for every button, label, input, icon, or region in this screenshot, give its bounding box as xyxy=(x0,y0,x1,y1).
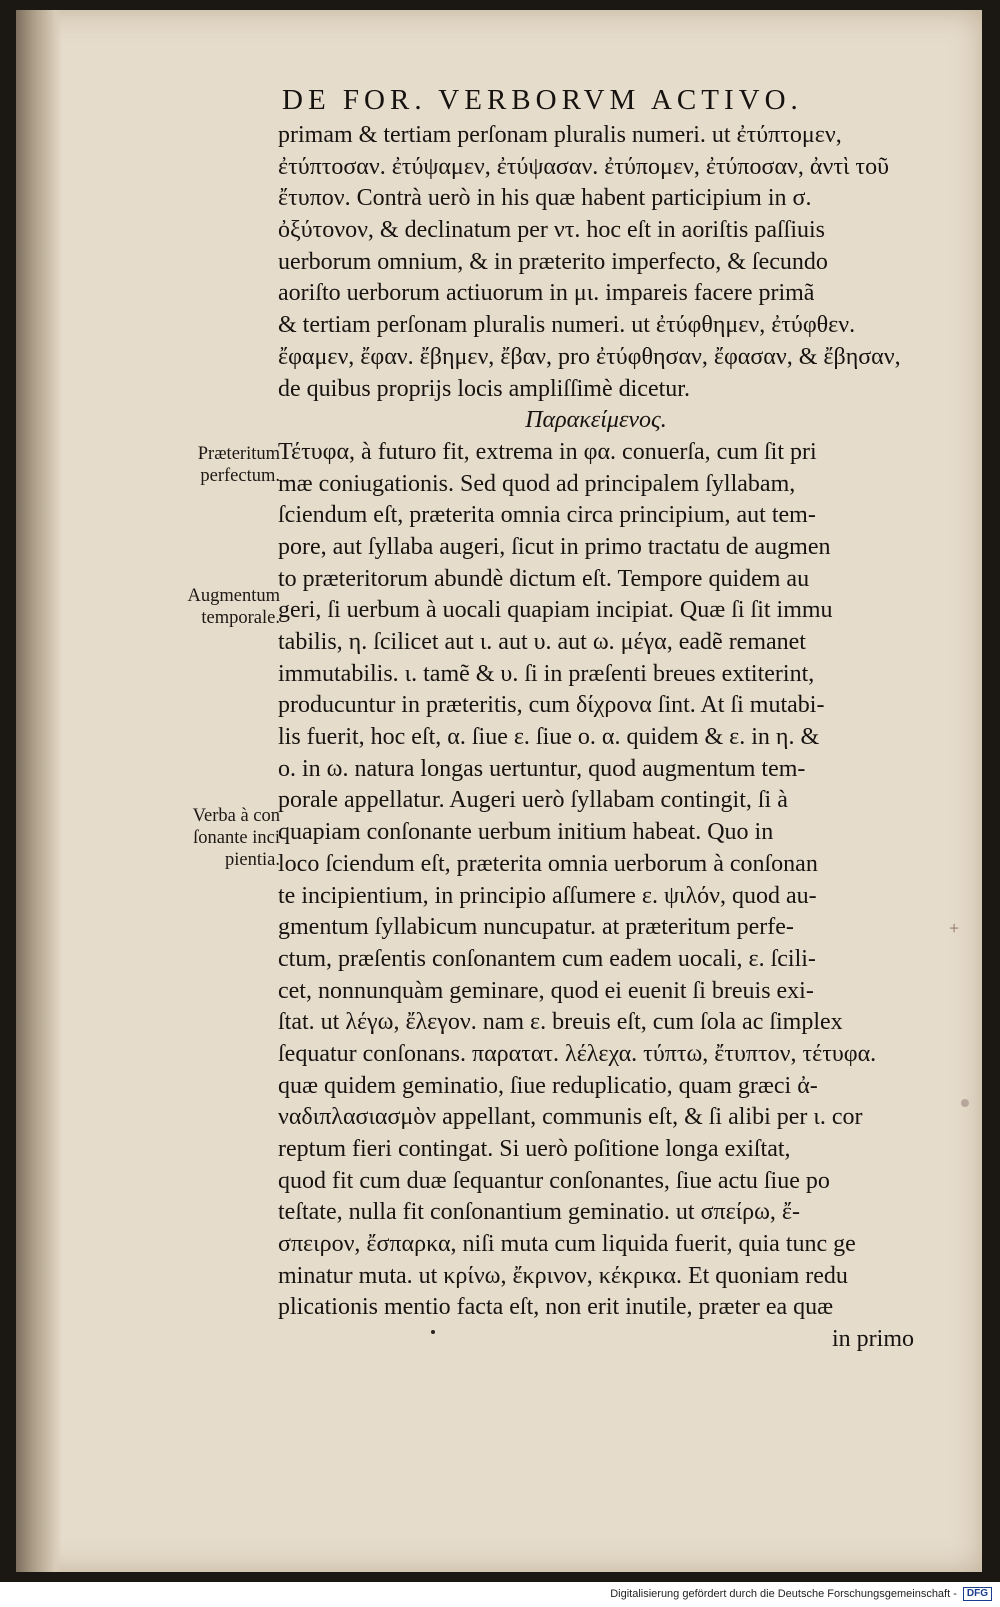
margin-note-line: perfectum. xyxy=(200,466,280,486)
text-line: to præteritorum abundè dictum eſt. Tempore quidem au xyxy=(278,565,810,592)
text-line: ſciendum eſt, præterita omnia circa principium, aut tem- xyxy=(278,502,816,529)
text-line: ὀξύτονον, & declinatum per ντ. hoc eſt in aoriſtis paſſiuis xyxy=(278,217,825,244)
text-line: & tertiam perſonam pluralis numeri. ut ἐτύφθημεν, ἐτύφθεν. xyxy=(278,312,856,339)
ink-mark: + xyxy=(949,918,960,938)
text-line: loco ſciendum eſt, prӕterita omnia uerborum à conſonan xyxy=(278,850,818,877)
text-line: uerborum omnium, & in præterito imperfecto, & ſecundo xyxy=(278,248,828,275)
text-line: immutabilis. ι. tamẽ & υ. ſi in præſenti breues extiterint, xyxy=(278,660,815,687)
text-line: pore, aut ſyllaba augeri, ſicut in primo tractatu de augmen xyxy=(278,533,831,560)
text-line: in primo xyxy=(832,1326,914,1353)
text-line: quod fit cum duæ ſequantur conſonantes, ſiue actu ſiue po xyxy=(278,1167,830,1194)
text-line: ἔφαμεν, ἔφαν. ἔβημεν, ἔβαν, pro ἐτύφθησαν, ἔφασαν, & ἔβησαν, xyxy=(278,343,901,370)
margin-note-line: Verba à con xyxy=(192,806,280,826)
text-line: quæ quidem geminatio, ſiue reduplicatio, quam græci ἀ- xyxy=(278,1072,818,1099)
text-line: ἐτύπτοσαν. ἐτύψαμεν, ἐτύψασαν. ἐτύπομεν, ἐτύποσαν, ἀντὶ τοῦ xyxy=(278,153,889,180)
margin-note-line: pientia. xyxy=(225,850,280,870)
text-line: ſequatur conſonans. παρατατ. λέλεχα. τύπτω, ἔτυπτον, τέτυφα. xyxy=(278,1040,877,1067)
text-line: ctum, præſentis conſonantem cum eadem uocali, ε. ſcili- xyxy=(278,945,816,972)
margin-note-line: Præteritum xyxy=(197,444,280,464)
text-line: plicationis mentio facta eſt, non erit inutile, præter ea quæ xyxy=(278,1294,834,1321)
text-line: ἔτυπον. Contrà uerò in his quæ habent participium in σ. xyxy=(278,185,812,212)
digitization-footer xyxy=(610,1587,992,1601)
paper-stain xyxy=(961,1099,969,1107)
text-line: ο. in ω. natura longas uertuntur, quod augmentum tem- xyxy=(278,755,806,782)
text-line: porale appellatur. Augeri uerò ſyllabam contingit, ſi à xyxy=(278,787,788,814)
text-line: mæ coniugationis. Sed quod ad principalem ſyllabam, xyxy=(278,470,796,497)
text-line: ναδιπλασιασμὸν appellant, communis eſt, & ſi alibi per ι. cor xyxy=(278,1104,863,1131)
text-line: primam & tertiam perſonam pluralis numeri. ut ἐτύπτομεν, xyxy=(278,122,842,148)
text-line: minatur muta. ut κρίνω, ἔκρινον, κέκρικα. Et quoniam redu xyxy=(278,1262,848,1289)
margin-note-line: Augmentum xyxy=(187,586,280,606)
running-head: DE FOR. VERBORVM ACTIVO. xyxy=(282,84,803,116)
text-line: te incipientium, in principio aſſumere ε. ψιλόν, quod au- xyxy=(278,882,817,909)
ink-dot xyxy=(431,1330,435,1334)
footer-text: Digitalisierung gefördert durch die Deutsche Forschungsgemeinschaft - xyxy=(610,1588,957,1600)
text-line: gmentum ſyllabicum nuncupatur. at præteritum perfe- xyxy=(278,914,794,941)
text-line: ſtat. ut λέγω, ἔλεγον. nam ε. breuis eſt, cum ſola ac ſimplex xyxy=(278,1009,843,1036)
page-gutter-shadow xyxy=(16,10,62,1572)
dfg-logo: DFG xyxy=(963,1587,992,1601)
text-line: lis fuerit, hoc eſt, α. ſiue ε. ſiue ο. α. quidem & ε. in η. & xyxy=(278,724,820,751)
body-text xyxy=(278,120,914,1356)
text-line: Τέτυφα, à futuro fit, extrema in φα. conuerſa, cum ſit pri xyxy=(278,438,817,465)
text-line: cet, nonnunquàm geminare, quod ei euenit ſi breuis exi- xyxy=(278,977,814,1004)
margin-note-praeteritum xyxy=(140,443,280,487)
text-line: geri, ſi uerbum à uocali quapiam incipiat. Quæ ſi ſit immu xyxy=(278,597,833,624)
margin-note-augmentum xyxy=(140,585,280,629)
text-line: Παρακείμενος. xyxy=(525,407,667,434)
text-line: de quibus proprijs locis ampliſſimè dicetur. xyxy=(278,375,690,402)
text-line: producuntur in præteritis, cum δίχρονα ſint. At ſi mutabi- xyxy=(278,692,825,719)
text-line: tabilis, η. ſcilicet aut ι. aut υ. aut ω. μέγα, eadẽ remanet xyxy=(278,629,806,655)
margin-note-verba xyxy=(140,805,280,871)
margin-note-line: temporale. xyxy=(201,608,280,628)
text-line: reptum fieri contingat. Si uerò poſitione longa exiſtat, xyxy=(278,1136,791,1162)
text-line: aoriſto uerborum actiuorum in μι. impareis facere primã xyxy=(278,280,815,307)
text-line: σπειρον, ἔσπαρκα, niſi muta cum liquida fuerit, quia tunc ge xyxy=(278,1231,856,1258)
text-line: teſtate, nulla fit conſonantium geminatio. ut σπείρω, ἔ- xyxy=(278,1199,800,1226)
margin-note-line: ſonante inci xyxy=(193,828,280,848)
text-line: quapiam conſonante uerbum initium habeat. Quo in xyxy=(278,819,774,846)
